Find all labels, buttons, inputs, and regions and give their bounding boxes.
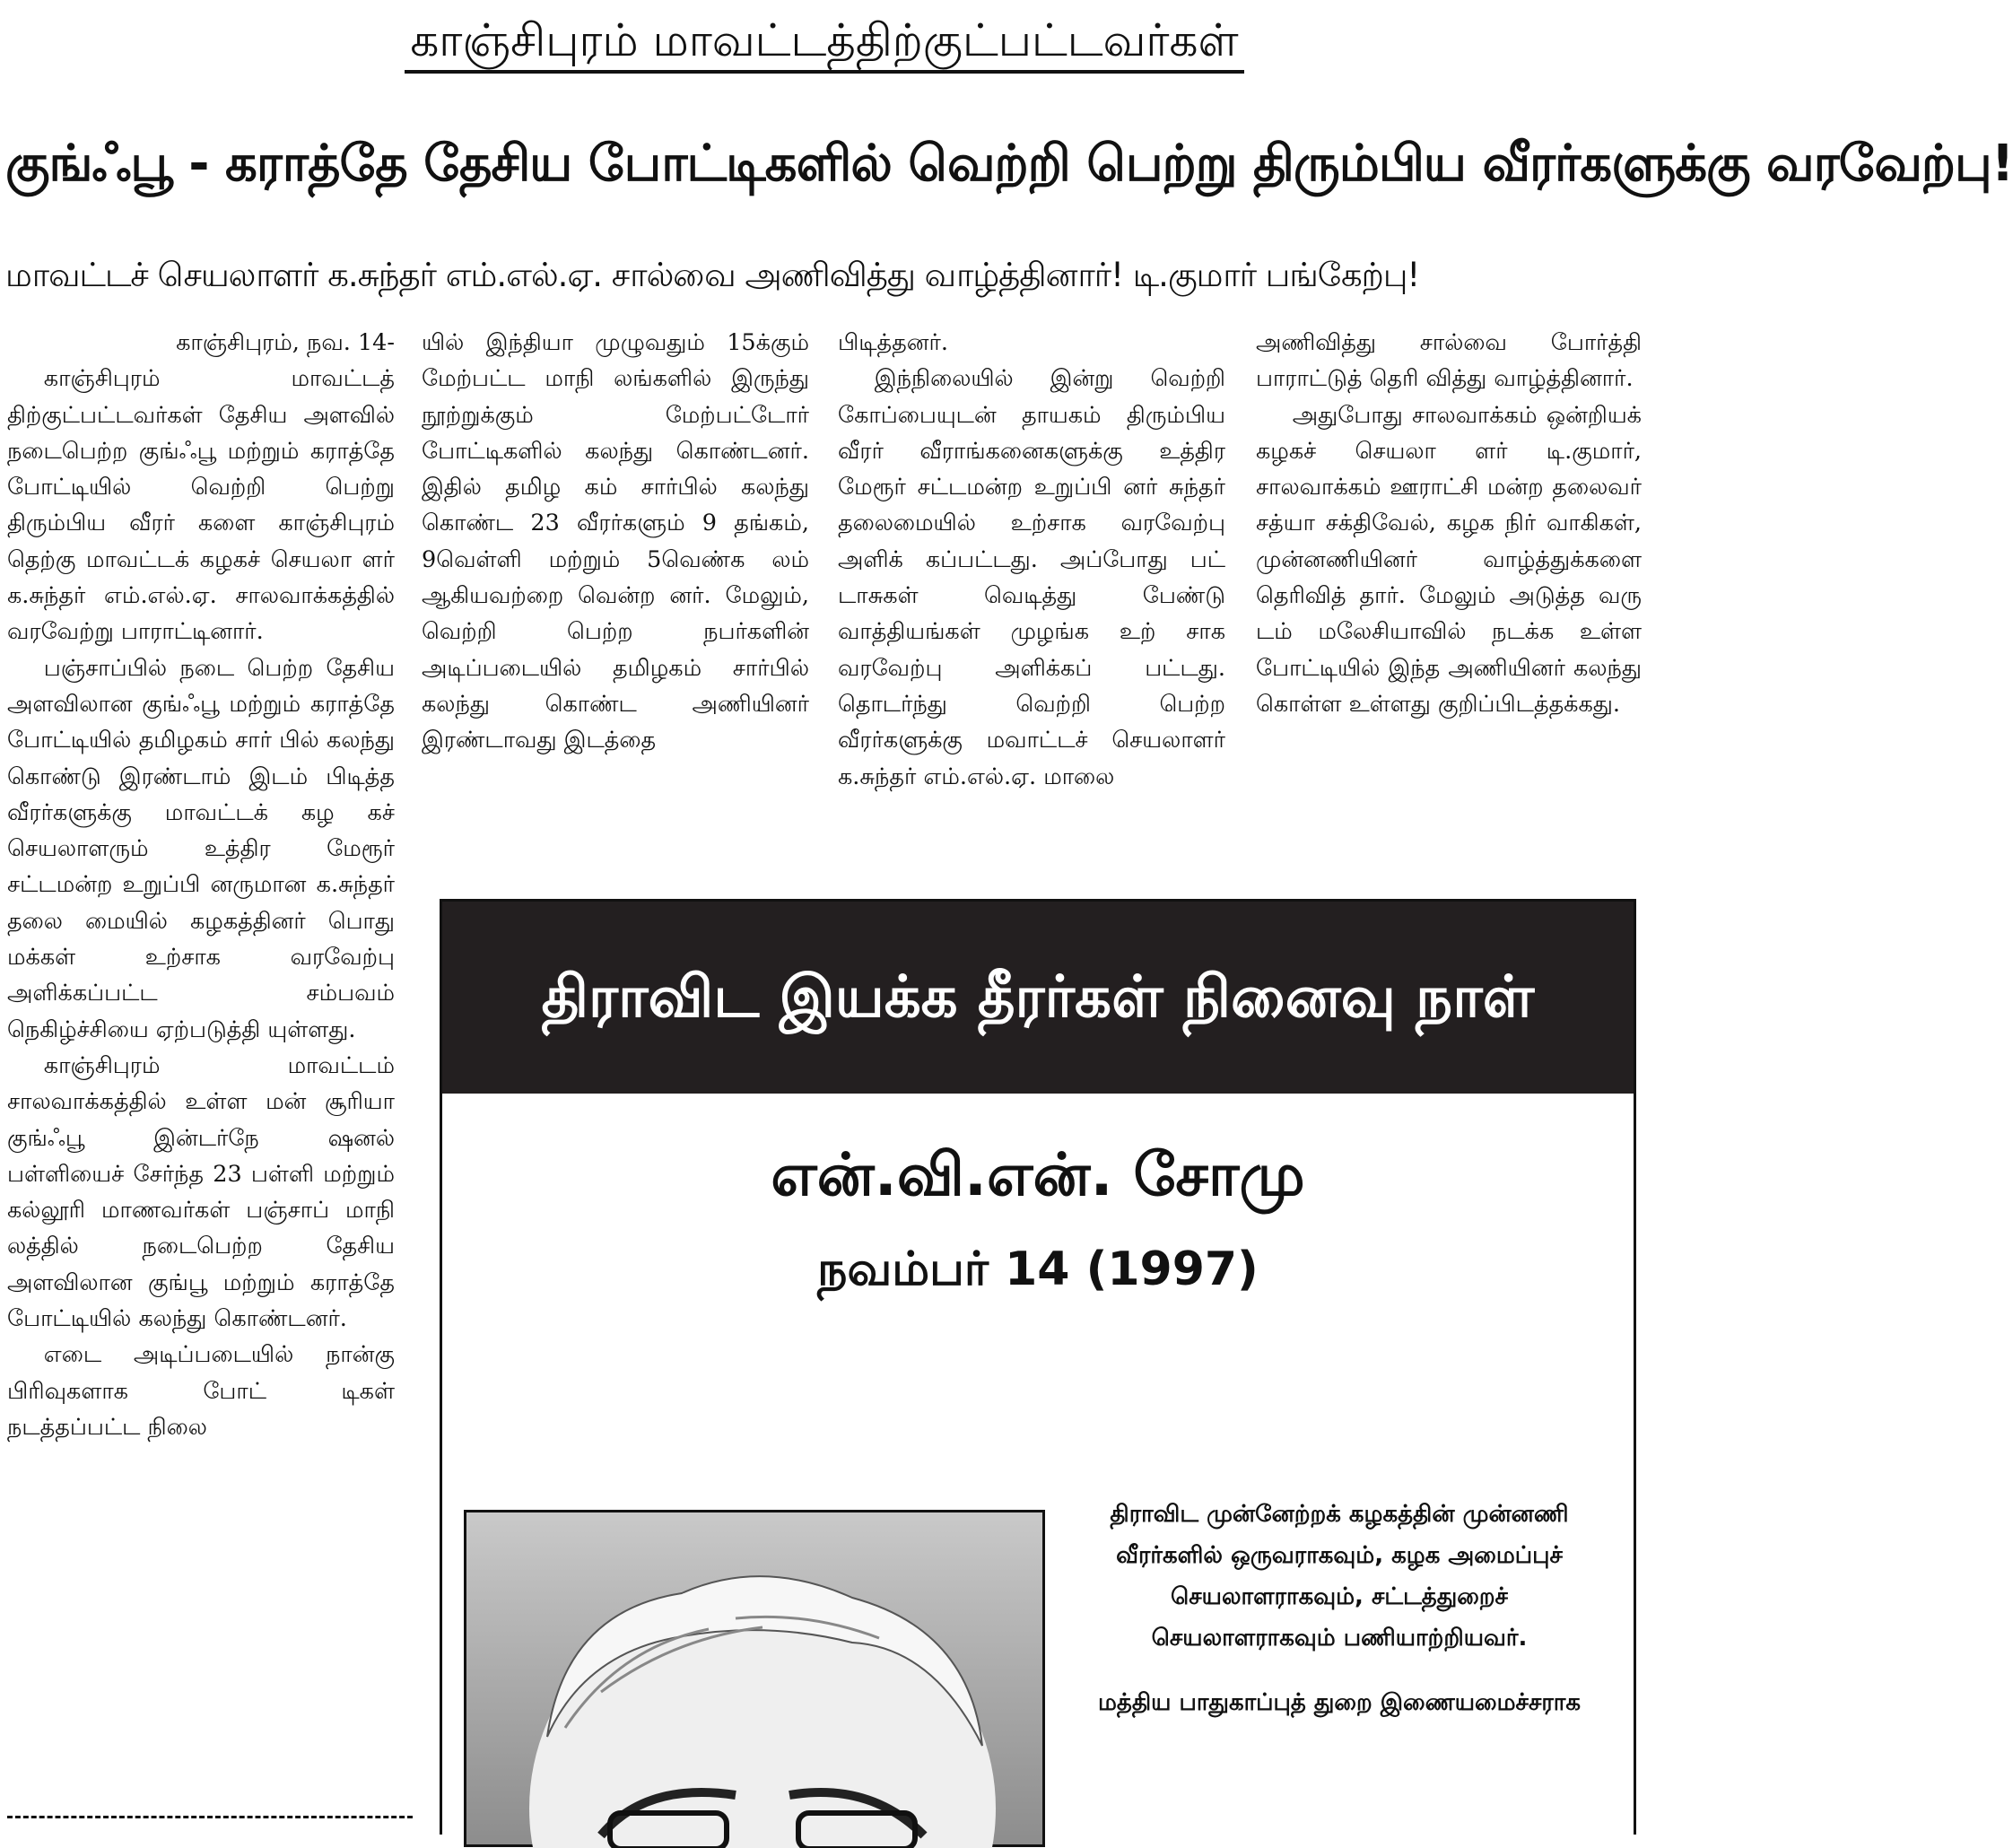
memorial-date: நவம்பர் 14 (1997) [817,1242,1259,1296]
article-column-1 [7,325,395,1803]
memorial-name: என்.வி.என். சோமு [771,1140,1305,1209]
article-column-4 [1256,325,1642,872]
paragraph: காஞ்சிபுரம் மாவட்டம் சாலவாக்கத்தில் உள்ள மன் சூரியா குங்ஃபூ இன்டர்நே ஷனல் பள்ளியைச் சேர்ந்த 23 பள்ளி மற்றும் கல்லூரி மாணவர்கள் பஞ்சாப் மாநி லத்தில் நடைபெற்ற தேசிய அளவிலான குங்பூ மற்றும் கராத்தே போட்டியில் கலந்து கொண்டனர். [7,1051,395,1333]
paragraph: யில் இந்தியா முழுவதும் 15க்கும் மேற்பட்ட மாநி லங்களில் இருந்து நூற்றுக்கும் மேற்பட்டோர் போட்டிகளில் கலந்து கொண்டனர். இதில் தமிழ கம் சார்பில் கலந்து கொண்ட 23 வீரர்களும் 9 தங்கம், 9வெள்ளி மற்றும் 5வெண்க லம் ஆகியவற்றை வென்ற னர். மேலும், வெற்றி பெற்ற நபர்களின் அடிப்படையில் தமிழகம் சார்பில் கலந்து கொண்ட அணியினர் இரண்டாவது இடத்தை [422,329,809,754]
paragraph: அணிவித்து சால்வை போர்த்தி பாராட்டுத் தெரி வித்து வாழ்த்தினார். [1256,329,1642,393]
memorial-bio [1079,1494,1599,1747]
memorial-box [440,899,1636,1835]
paragraph: பிடித்தனர். [838,329,948,356]
kicker-text: காஞ்சிபுரம் மாவட்டத்திற்குட்பட்டவர்கள் [405,11,1243,74]
memorial-banner: திராவிட இயக்க தீரர்கள் நினைவு நாள் [442,902,1634,1094]
bio-paragraph: திராவிட முன்னேற்றக் கழகத்தின் முன்னணி வீரர்களில் ஒருவராகவும், கழக அமைப்புச் செயலாளராகவும், சட்டத்துறைச் செயலாளராகவும் பணியாற்றியவர். [1110,1501,1569,1652]
paragraph: அதுபோது சாலவாக்கம் ஒன்றியக் கழகச் செயலா ளர் டி.குமார், சாலவாக்கம் ஊராட்சி மன்ற தலைவர் சத்யா சக்திவேல், கழக நிர் வாகிகள், முன்னணியினர் வாழ்த்துக்களை தெரிவித் தார். மேலும் அடுத்த வரு டம் மலேசியாவில் நடக்க உள்ள போட்டியில் இந்த அணியினர் கலந்து கொள்ள உள்ளது குறிப்பிடத்தக்கது. [1256,401,1642,718]
paragraph: காஞ்சிபுரம் மாவட்டத் திற்குட்பட்டவர்கள் தேசிய அளவில் நடைபெற்ற குங்ஃபூ மற்றும் கராத்தே போட்டியில் வெற்றி பெற்று திரும்பிய வீரர் களை காஞ்சிபுரம் தெற்கு மாவட்டக் கழகச் செயலா ளர் க.சுந்தர் எம்.எல்.ஏ. சாலவாக்கத்தில் வரவேற்று பாராட்டினார். [7,365,395,646]
paragraph: எடை அடிப்படையில் நான்கு பிரிவுகளாக போட் டிகள் நடத்தப்பட்ட நிலை [7,1341,395,1441]
article-headline: குங்ஃபூ - கராத்தே தேசிய போட்டிகளில் வெற்றி பெற்று திரும்பிய வீரர்களுக்கு வரவேற்பு! [5,135,2013,193]
article-column-3 [838,325,1225,872]
article-subheadline: மாவட்டச் செயலாளர் க.சுந்தர் எம்.எல்.ஏ. சால்வை அணிவித்து வாழ்த்தினார்! டி.குமார் பங்கேற்பு! [5,256,1420,294]
article-column-2 [422,325,809,872]
portrait-drawing [466,1512,1042,1844]
paragraph: இந்நிலையில் இன்று வெற்றி கோப்பையுடன் தாயகம் திரும்பிய வீரர் வீராங்கனைகளுக்கு உத்திர மேரூர் சட்டமன்ற உறுப்பி னர் சுந்தர் தலைமையில் உற்சாக வரவேற்பு அளிக் கப்பட்டது. அப்போது பட் டாசுகள் வெடித்து பேண்டு வாத்தியங்கள் முழங்க உற் சாக வரவேற்பு அளிக்கப் பட்டது. தொடர்ந்து வெற்றி பெற்ற வீரர்களுக்கு மவாட்டச் செயலாளர் க.சுந்தர் எம்.எல்.ஏ. மாலை [838,365,1225,790]
portrait-photo [464,1510,1045,1847]
dateline: காஞ்சிபுரம், நவ. 14- [176,329,395,356]
dashed-divider [7,1816,413,1818]
paragraph: பஞ்சாப்பில் நடை பெற்ற தேசிய அளவிலான குங்ஃபூ மற்றும் கராத்தே போட்டியில் தமிழகம் சார் பில் கலந்து கொண்டு இரண்டாம் இடம் பிடித்த வீரர்களுக்கு மாவட்டக் கழ கச் செயலாளரும் உத்திர மேரூர் சட்டமன்ற உறுப்பி னருமான க.சுந்தர் தலை மையில் கழகத்தினர் பொது மக்கள் உற்சாக வரவேற்பு அளிக்கப்பட்ட சம்பவம் நெகிழ்ச்சியை ஏற்படுத்தி யுள்ளது. [7,654,395,1043]
section-kicker [0,11,1649,74]
bio-paragraph: மத்திய பாதுகாப்புத் துறை இணையமைச்சராக [1097,1689,1581,1716]
